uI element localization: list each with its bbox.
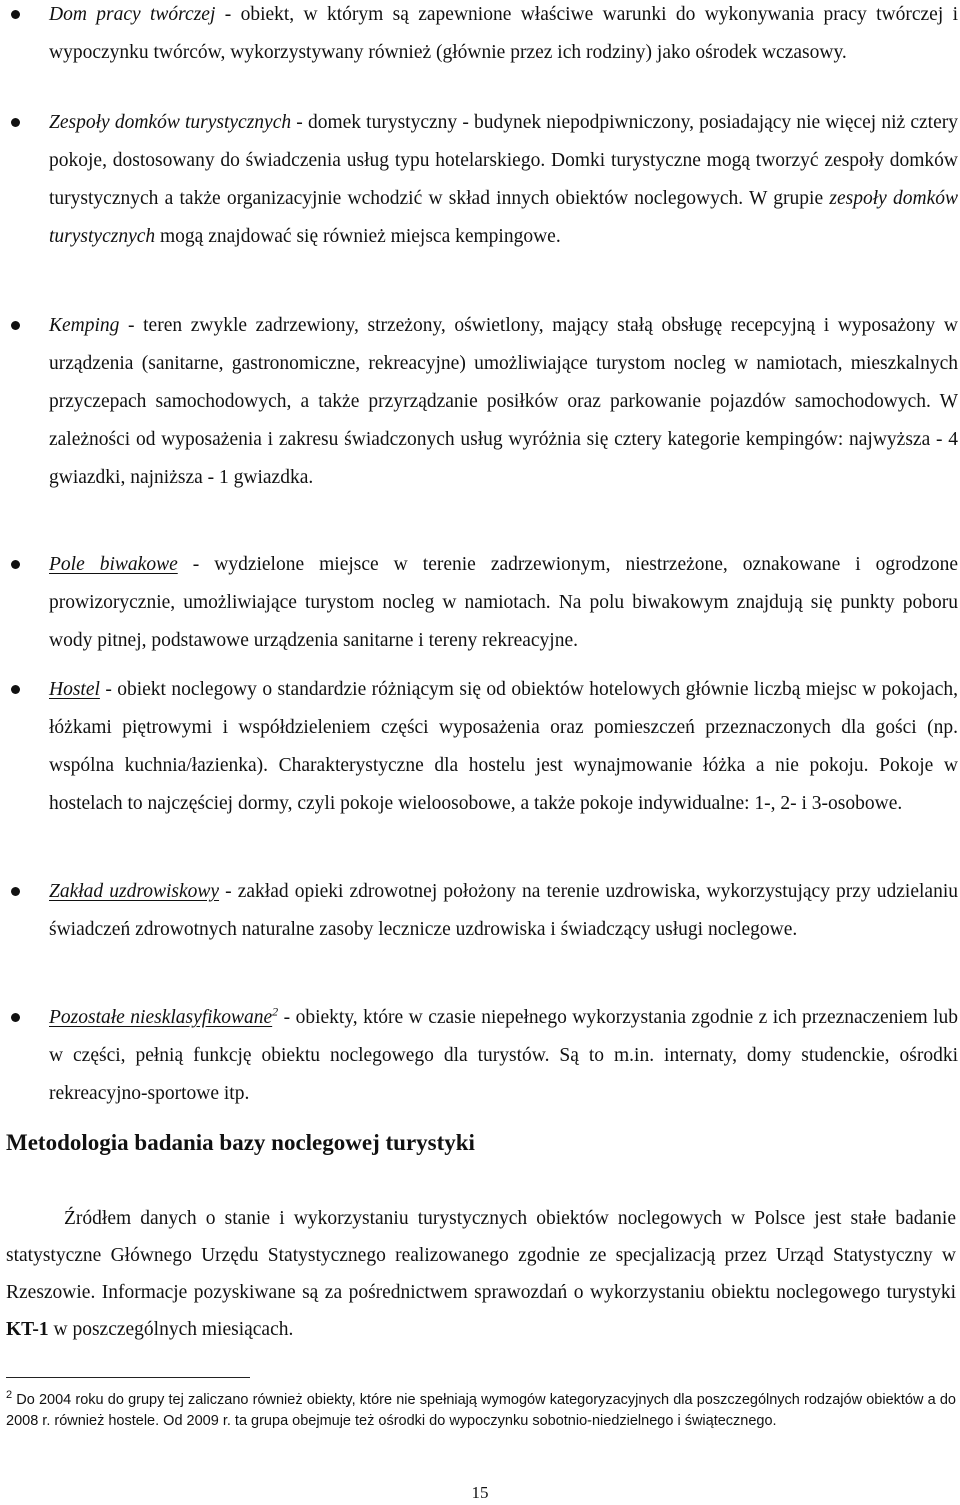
bullet-icon	[11, 118, 20, 127]
term: Pozostałe niesklasyfikowane	[49, 1007, 273, 1028]
term: Dom pracy twórczej	[49, 4, 216, 25]
definition-continued: mogą znajdować się również miejsca kempingowe.	[155, 226, 561, 247]
bullet-icon	[11, 10, 20, 19]
term: Hostel	[49, 679, 100, 700]
list-item-text	[49, 0, 958, 72]
definition: - domek turystyczny - budynek niepodpiwniczony, posiadający nie więcej niż cztery pokoje, dostosowany do świadczenia usług typu hotelarskiego. Domki turystyczne mogą tworzyć zespoły domków turystycznych a także organizacyjnie wchodzić w skład innych obiektów noclegowych. W grupie	[49, 112, 958, 209]
term: Zakład uzdrowiskowy	[49, 881, 220, 902]
paragraph-text: Źródłem danych o stanie i wykorzystaniu turystycznych obiektów noclegowych w Polsce jest stałe badanie statystyczne Głównego Urzędu Statystycznego realizowanego zgodnie ze specjalizacją przez Urząd Statystyczny w Rzeszowie. Informacje pozyskiwane są za pośrednictwem sprawozdań o wykorzystaniu obiektu noclegowego turystyki	[6, 1208, 956, 1303]
term: Kemping	[49, 315, 120, 336]
section-heading: Metodologia badania bazy noclegowej turystyki	[6, 1130, 475, 1155]
bullet-icon	[11, 685, 20, 694]
definition: - obiekty, które w czasie niepełnego wykorzystania zgodnie z ich przeznaczeniem lub w części, pełnią funkcję obiektu noclegowego dla turystów. Są to m.in. internaty, domy studenckie, ośrodki rekreacyjno-sportowe itp.	[49, 1007, 958, 1104]
list-item-text	[49, 671, 958, 823]
term: Zespoły domków turystycznych	[49, 112, 292, 133]
paragraph-text-end: w poszczególnych miesiącach.	[48, 1319, 294, 1340]
list-item-text	[49, 104, 958, 256]
body-paragraph	[6, 1200, 956, 1348]
bullet-icon	[11, 1013, 20, 1022]
definition-emphasis: zespoły domków turystycznych	[49, 188, 958, 247]
footnote-text: Do 2004 roku do grupy tej zaliczano również obiekty, które nie spełniają wymogów kategoryzacyjnych dla poszczególnych rodzajów obiektów a do 2008 r. również hostele. Od 2009 r. ta grupa obejmuje też ośrodki do wypoczynku sobotnio-niedzielnego i świątecznego.	[6, 1392, 956, 1429]
term: Pole biwakowe	[49, 554, 178, 575]
footnote-divider	[6, 1377, 250, 1378]
definition: - obiekt noclegowy o standardzie różniącym się od obiektów hotelowych głównie liczbą miejsc w pokojach, łóżkami piętrowymi i współdzieleniem części wyposażenia oraz pomieszczeń przeznaczonych dla gości (np. wspólna kuchnia/łazienka). Charakterystyczne dla hostelu jest wynajmowanie łóżka a nie pokoju. Pokoje w hostelach to najczęściej dormy, czyli pokoje wieloosobowe, a także pokoje indywidualne: 1-, 2- i 3-osobowe.	[49, 679, 958, 814]
footnote-ref[interactable]: 2	[272, 1004, 279, 1019]
page-number: 15	[471, 1483, 489, 1502]
bullet-icon	[11, 321, 20, 330]
definition: - obiekt, w którym są zapewnione właściwe warunki do wykonywania pracy twórczej i wypoczynku twórców, wykorzystywany również (głównie przez ich rodziny) jako ośrodek wczasowy.	[49, 4, 959, 63]
list-item-text	[49, 999, 958, 1113]
form-code: KT-1	[6, 1319, 49, 1340]
definition: - wydzielone miejsce w terenie zadrzewionym, niestrzeżone, oznakowane i ogrodzone prowizorycznie, umożliwiające turystom nocleg w namiotach. Na polu biwakowym znajdują się punkty poboru wody pitnej, podstawowe urządzenia sanitarne i tereny rekreacyjne.	[49, 554, 958, 651]
definition: - zakład opieki zdrowotnej położony na terenie uzdrowiska, wykorzystujący przy udzielaniu świadczeń zdrowotnych naturalne zasoby lecznicze uzdrowiska i świadczący usługi noclegowe.	[49, 881, 958, 940]
definition: - teren zwykle zadrzewiony, strzeżony, oświetlony, mający stałą obsługę recepcyjną i wyposażony w urządzenia (sanitarne, gastronomiczne, rekreacyjne) umożliwiające turystom nocleg w namiotach, mieszkalnych przyczepach samochodowych, a także przyrządzanie posiłków oraz parkowanie pojazdów samochodowych. W zależności od wyposażenia i zakresu świadczonych usług wyróżnia się cztery kategorie kempingów: najwyższa - 4 gwiazdki, najniższa - 1 gwiazdka.	[49, 315, 958, 488]
list-item-text	[49, 307, 958, 497]
footnote	[6, 1390, 956, 1432]
list-item-text	[49, 873, 958, 949]
bullet-icon	[11, 560, 20, 569]
bullet-icon	[11, 887, 20, 896]
footnote-marker: 2	[6, 1389, 13, 1402]
list-item-text	[49, 546, 958, 660]
